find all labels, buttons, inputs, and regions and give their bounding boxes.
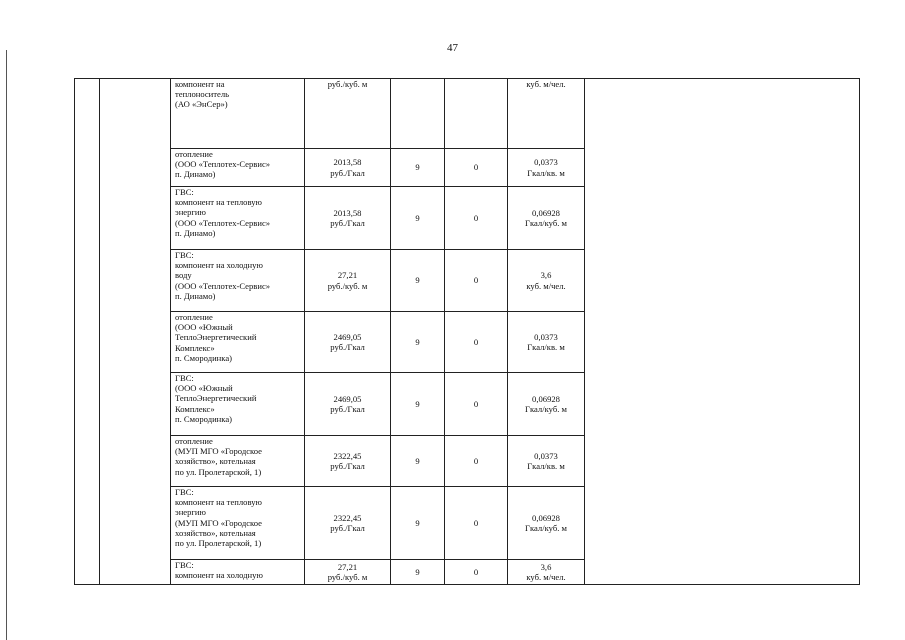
row-value-b xyxy=(445,79,508,149)
row-norm: 0,0373 Гкал/кв. м xyxy=(508,312,585,373)
row-value-a: 9 xyxy=(391,373,445,436)
row-tariff: 27,21 руб./куб. м xyxy=(305,560,391,585)
row-value-b: 0 xyxy=(445,250,508,312)
row-value-b: 0 xyxy=(445,312,508,373)
row-tariff: 2469,05 руб./Гкал xyxy=(305,312,391,373)
row-description: ГВС: (ООО «Южный ТеплоЭнергетический Комплекс» п. Смородинка) xyxy=(171,373,305,436)
row-norm: 3,6 куб. м/чел. xyxy=(508,560,585,585)
row-tariff: 2013,58 руб./Гкал xyxy=(305,187,391,250)
last-column-blank xyxy=(585,79,860,585)
row-norm: 0,06928 Гкал/куб. м xyxy=(508,373,585,436)
page-left-edge xyxy=(6,50,7,640)
row-tariff: 2013,58 руб./Гкал xyxy=(305,149,391,187)
row-value-a: 9 xyxy=(391,436,445,487)
row-description: отопление (ООО «Теплотех-Сервис» п. Динамо) xyxy=(171,149,305,187)
row-description: отопление (МУП МГО «Городское хозяйство», котельная по ул. Пролетарской, 1) xyxy=(171,436,305,487)
table-body xyxy=(75,79,860,585)
row-value-a xyxy=(391,79,445,149)
row-description: ГВС: компонент на холодную воду (ООО «Теплотех-Сервис» п. Динамо) xyxy=(171,250,305,312)
row-value-a: 9 xyxy=(391,250,445,312)
first-column-blank xyxy=(75,79,100,585)
row-tariff: 2322,45 руб./Гкал xyxy=(305,487,391,560)
row-value-a: 9 xyxy=(391,149,445,187)
row-value-b: 0 xyxy=(445,487,508,560)
row-value-a: 9 xyxy=(391,187,445,250)
row-description: компонент на теплоноситель (АО «ЭнСер») xyxy=(171,79,305,149)
row-value-b: 0 xyxy=(445,560,508,585)
row-norm: 0,06928 Гкал/куб. м xyxy=(508,487,585,560)
row-value-a: 9 xyxy=(391,487,445,560)
row-value-b: 0 xyxy=(445,373,508,436)
row-norm: 0,0373 Гкал/кв. м xyxy=(508,149,585,187)
row-tariff: 2322,45 руб./Гкал xyxy=(305,436,391,487)
row-norm: 0,0373 Гкал/кв. м xyxy=(508,436,585,487)
row-norm: куб. м/чел. xyxy=(508,79,585,149)
row-value-b: 0 xyxy=(445,149,508,187)
row-description: ГВС: компонент на тепловую энергию (ООО «Теплотех-Сервис» п. Динамо) xyxy=(171,187,305,250)
row-norm: 0,06928 Гкал/куб. м xyxy=(508,187,585,250)
second-column-blank xyxy=(100,79,171,585)
row-description: ГВС: компонент на холодную xyxy=(171,560,305,585)
table-row xyxy=(75,79,860,149)
row-value-a: 9 xyxy=(391,312,445,373)
tariff-table xyxy=(74,78,860,585)
row-description: ГВС: компонент на тепловую энергию (МУП МГО «Городское хозяйство», котельная по ул. Пролетарской, 1) xyxy=(171,487,305,560)
row-tariff: руб./куб. м xyxy=(305,79,391,149)
row-tariff: 2469,05 руб./Гкал xyxy=(305,373,391,436)
row-value-a: 9 xyxy=(391,560,445,585)
row-norm: 3,6 куб. м/чел. xyxy=(508,250,585,312)
row-value-b: 0 xyxy=(445,187,508,250)
page-number: 47 xyxy=(447,42,458,54)
row-tariff: 27,21 руб./куб. м xyxy=(305,250,391,312)
row-value-b: 0 xyxy=(445,436,508,487)
row-description: отопление (ООО «Южный ТеплоЭнергетический Комплекс» п. Смородинка) xyxy=(171,312,305,373)
